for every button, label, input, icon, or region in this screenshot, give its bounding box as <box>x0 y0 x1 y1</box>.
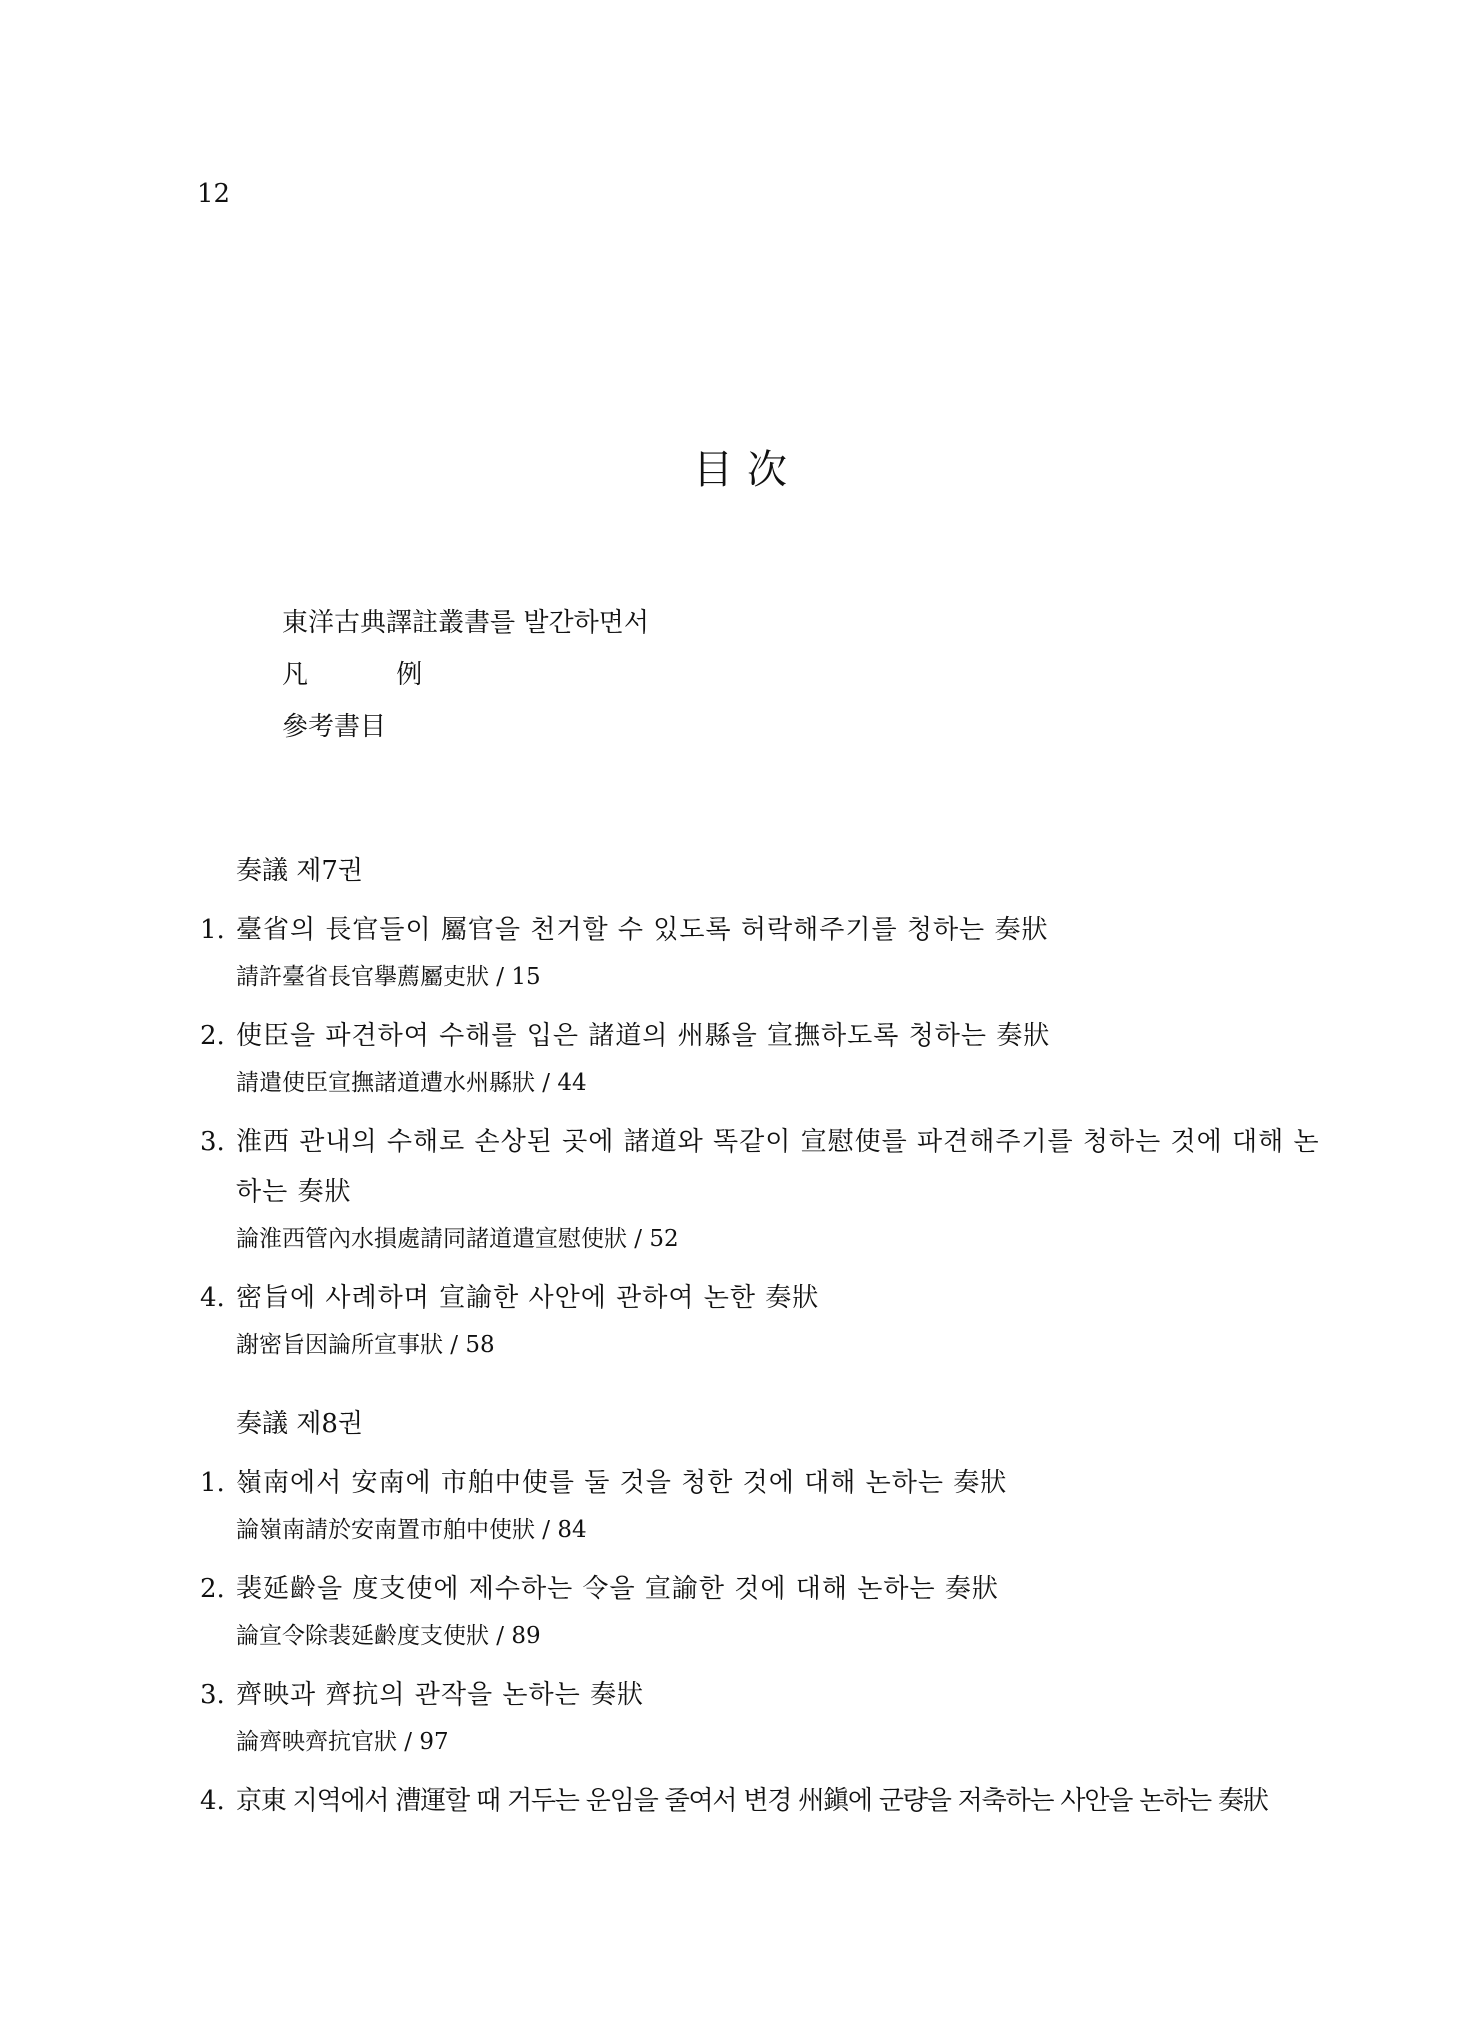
front-matter-item-bibliography: 參考書目 <box>282 712 387 742</box>
entry-number: 3. <box>200 1680 225 1710</box>
entry-title-hanja: 論齊映齊抗官狀 / 97 <box>236 1729 449 1755</box>
entry-title-korean: 京東 지역에서 漕運할 때 거두는 운임을 줄여서 변경 州鎭에 군량을 저축하는 사안을 논하는 奏狀 <box>236 1786 1268 1816</box>
entry-title-hanja: 謝密旨因論所宣事狀 / 58 <box>236 1332 495 1358</box>
entry-title-korean: 齊映과 齊抗의 관작을 논하는 奏狀 <box>236 1680 644 1710</box>
toc-entry <box>200 1117 1320 1261</box>
entry-title-hanja: 請遣使臣宣撫諸道遭水州縣狀 / 44 <box>236 1070 587 1096</box>
entry-title-hanja: 論淮西管內水損處請同諸道遣宣慰使狀 / 52 <box>236 1226 679 1252</box>
front-matter-list <box>282 597 649 753</box>
volume-title: 奏議 제7권 <box>236 856 364 886</box>
entry-number: 4. <box>200 1786 225 1816</box>
page-number: 12 <box>197 179 231 209</box>
entry-number: 1. <box>200 1468 225 1498</box>
page-title: 目次 <box>693 447 801 493</box>
entry-number: 3. <box>200 1127 225 1157</box>
entry-title-hanja: 論嶺南請於安南置市舶中使狀 / 84 <box>236 1517 587 1543</box>
toc-entry <box>200 1776 1320 1826</box>
entry-title-korean: 裴延齡을 度支使에 제수하는 令을 宣諭한 것에 대해 논하는 奏狀 <box>236 1574 999 1604</box>
entry-title-korean: 使臣을 파견하여 수해를 입은 諸道의 州縣을 宣撫하도록 청하는 奏狀 <box>236 1021 1051 1051</box>
volume-section-7 <box>200 855 1320 1379</box>
toc-entry <box>200 1011 1320 1105</box>
toc-entry <box>200 1458 1320 1552</box>
entry-title-korean: 密旨에 사례하며 宣諭한 사안에 관하여 논한 奏狀 <box>236 1283 820 1313</box>
entry-number: 1. <box>200 915 225 945</box>
toc-entry <box>200 1564 1320 1658</box>
volume-section-8 <box>200 1408 1320 1838</box>
toc-entry <box>200 1273 1320 1367</box>
entry-title-korean: 臺省의 長官들이 屬官을 천거할 수 있도록 허락해주기를 청하는 奏狀 <box>236 915 1049 945</box>
front-matter-item-preface: 東洋古典譯註叢書를 발간하면서 <box>282 608 649 638</box>
entry-number: 2. <box>200 1574 225 1604</box>
entry-title-hanja: 論宣令除裴延齡度支使狀 / 89 <box>236 1623 541 1649</box>
entry-title-korean: 嶺南에서 安南에 市舶中使를 둘 것을 청한 것에 대해 논하는 奏狀 <box>236 1468 1008 1498</box>
toc-entry <box>200 905 1320 999</box>
front-matter-item-notes: 凡 例 <box>282 660 463 690</box>
toc-entry <box>200 1670 1320 1764</box>
entry-title-korean: 淮西 관내의 수해로 손상된 곳에 諸道와 똑같이 宣慰使를 파견해주기를 청하는 것에 대해 논하는 奏狀 <box>236 1127 1320 1207</box>
entry-number: 4. <box>200 1283 225 1313</box>
entry-title-hanja: 請許臺省長官擧薦屬吏狀 / 15 <box>236 964 541 990</box>
entry-number: 2. <box>200 1021 225 1051</box>
volume-title: 奏議 제8권 <box>236 1409 364 1439</box>
